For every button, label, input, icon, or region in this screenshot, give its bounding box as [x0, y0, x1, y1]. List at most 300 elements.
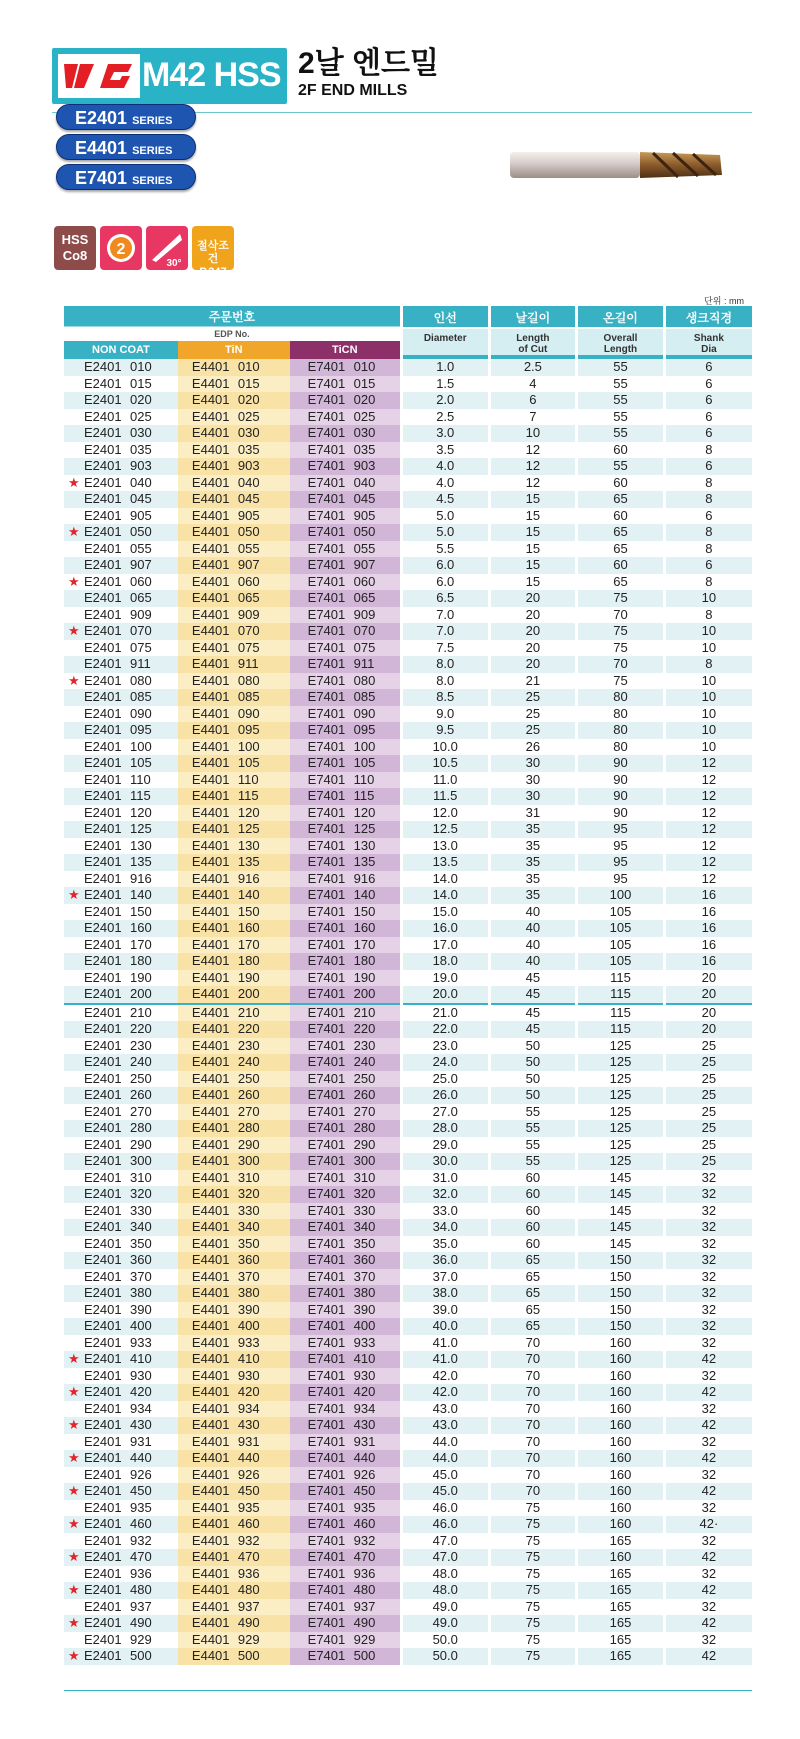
- ticn-prefix: E7401: [307, 1565, 346, 1581]
- length-of-cut-cell: 60: [489, 1186, 577, 1203]
- table-row: [64, 541, 752, 558]
- diameter-cell: 19.0: [401, 970, 489, 987]
- noncoat-prefix: E2401: [84, 557, 122, 572]
- noncoat-prefix: E2401: [84, 1417, 122, 1432]
- size-code: 490: [237, 1615, 260, 1630]
- noncoat-cell: [64, 541, 178, 558]
- tin-cell: [178, 557, 290, 574]
- ticn-cell: [290, 1648, 402, 1665]
- tin-header: TiN: [178, 341, 290, 359]
- ticn-prefix: E7401: [307, 1450, 346, 1465]
- diameter-cell: 46.0: [401, 1500, 489, 1517]
- size-code: 330: [353, 1202, 376, 1218]
- noncoat-prefix: E2401: [84, 1615, 122, 1630]
- noncoat-cell: [64, 1252, 178, 1269]
- ticn-prefix: E7401: [307, 1532, 346, 1548]
- edp-header: EDP No.: [64, 327, 401, 342]
- shank-dia-cell: 32: [664, 1302, 752, 1319]
- tin-cell: [178, 739, 290, 756]
- ticn-prefix: E7401: [307, 969, 346, 985]
- size-code: 930: [353, 1367, 376, 1383]
- ticn-cell: [290, 1285, 402, 1302]
- noncoat-prefix: E2401: [84, 903, 122, 919]
- size-code: 080: [130, 672, 152, 688]
- shank-dia-cell: 8: [664, 541, 752, 558]
- ticn-cell: [290, 1252, 402, 1269]
- overall-length-cell: 90: [577, 788, 665, 805]
- shank-dia-cell: 25: [664, 1137, 752, 1154]
- length-of-cut-cell: 20: [489, 623, 577, 640]
- overall-length-cell: 145: [577, 1236, 665, 1253]
- size-code: 140: [353, 887, 376, 902]
- size-code: 450: [353, 1483, 376, 1498]
- length-of-cut-cell: 50: [489, 1071, 577, 1088]
- overall-length-cell: 165: [577, 1632, 665, 1649]
- shank-dia-cell: 10: [664, 722, 752, 739]
- size-code: 020: [353, 392, 376, 407]
- size-code: 370: [353, 1268, 376, 1284]
- ticn-prefix: E7401: [307, 903, 346, 919]
- size-code: 320: [237, 1186, 260, 1201]
- length-of-cut-cell: 35: [489, 887, 577, 904]
- size-code: 500: [130, 1648, 152, 1663]
- size-code: 095: [353, 722, 376, 737]
- ticn-prefix: E7401: [307, 755, 346, 770]
- ticn-prefix: E7401: [307, 375, 346, 391]
- ticn-cell: [290, 1549, 402, 1566]
- overall-length-cell: 165: [577, 1533, 665, 1550]
- shank-dia-cell: 16: [664, 953, 752, 970]
- noncoat-prefix: E2401: [84, 689, 122, 704]
- overall-length-cell: 125: [577, 1137, 665, 1154]
- length-of-cut-cell: 75: [489, 1648, 577, 1665]
- star-icon: ★: [68, 672, 80, 688]
- tin-prefix: E4401: [191, 1450, 230, 1465]
- noncoat-cell: [64, 772, 178, 789]
- table-row: [64, 1434, 752, 1451]
- tin-prefix: E4401: [191, 936, 230, 952]
- length-of-cut-cell: 70: [489, 1483, 577, 1500]
- length-of-cut-cell: 45: [489, 1021, 577, 1038]
- tin-cell: [178, 524, 290, 541]
- table-row: [64, 475, 752, 492]
- table-row: [64, 920, 752, 937]
- shank-dia-cell: 42: [664, 1417, 752, 1434]
- star-icon: ★: [68, 1417, 80, 1432]
- noncoat-cell: [64, 1401, 178, 1418]
- noncoat-cell: [64, 1054, 178, 1071]
- noncoat-cell: [64, 739, 178, 756]
- tin-prefix: E4401: [191, 705, 230, 721]
- ticn-cell: [290, 656, 402, 673]
- ticn-prefix: E7401: [307, 441, 346, 457]
- diameter-cell: 50.0: [401, 1632, 489, 1649]
- ticn-prefix: E7401: [307, 1252, 346, 1267]
- ticn-cell: [290, 475, 402, 492]
- size-code: 480: [353, 1582, 376, 1597]
- diameter-cell: 7.0: [401, 623, 489, 640]
- noncoat-cell: [64, 854, 178, 871]
- overall-length-cell: 160: [577, 1500, 665, 1517]
- size-code: 460: [130, 1516, 152, 1531]
- size-code: 050: [237, 524, 260, 539]
- diameter-cell: 22.0: [401, 1021, 489, 1038]
- size-code: 280: [237, 1120, 260, 1135]
- ticn-cell: [290, 409, 402, 426]
- size-code: 075: [130, 639, 152, 655]
- tin-prefix: E4401: [191, 1532, 230, 1548]
- tin-prefix: E4401: [191, 689, 230, 704]
- tin-prefix: E4401: [191, 1219, 230, 1234]
- shank-dia-cell: 32: [664, 1632, 752, 1649]
- noncoat-cell: [64, 821, 178, 838]
- size-code: 040: [237, 474, 260, 490]
- shank-dia-cell: 10: [664, 623, 752, 640]
- table-row: [64, 1021, 752, 1038]
- tin-prefix: E4401: [191, 788, 230, 803]
- tin-prefix: E4401: [191, 722, 230, 737]
- overall-length-cell: 165: [577, 1582, 665, 1599]
- noncoat-cell: [64, 607, 178, 624]
- tin-prefix: E4401: [191, 425, 230, 440]
- size-code: 150: [353, 903, 376, 919]
- ticn-cell: [290, 821, 402, 838]
- overall-length-cell: 70: [577, 607, 665, 624]
- star-icon: ★: [68, 623, 80, 638]
- ticn-prefix: E7401: [307, 705, 346, 721]
- noncoat-cell: [64, 805, 178, 822]
- size-code: 907: [353, 557, 376, 572]
- tin-cell: [178, 1467, 290, 1484]
- overall-length-cell: 75: [577, 590, 665, 607]
- diameter-cell: 31.0: [401, 1170, 489, 1187]
- tin-prefix: E4401: [191, 1334, 230, 1350]
- ticn-cell: [290, 1351, 402, 1368]
- tin-prefix: E4401: [191, 755, 230, 770]
- overall-length-cell: 165: [577, 1648, 665, 1665]
- ticn-prefix: E7401: [307, 672, 346, 688]
- noncoat-prefix: E2401: [84, 1367, 122, 1383]
- size-code: 125: [353, 821, 376, 836]
- size-code: 070: [237, 623, 260, 638]
- noncoat-cell: [64, 1219, 178, 1236]
- shank-dia-cell: 12: [664, 871, 752, 888]
- star-icon: ★: [68, 1351, 80, 1366]
- tin-cell: [178, 821, 290, 838]
- tin-prefix: E4401: [191, 1054, 230, 1069]
- table-row: [64, 1236, 752, 1253]
- tin-prefix: E4401: [191, 1301, 230, 1317]
- size-code: 250: [237, 1070, 260, 1086]
- shank-dia-cell: 6: [664, 425, 752, 442]
- size-code: 170: [237, 936, 260, 952]
- table-row: [64, 1401, 752, 1418]
- length-of-cut-cell: 70: [489, 1467, 577, 1484]
- size-code: 330: [130, 1202, 152, 1218]
- ticn-prefix: E7401: [307, 1268, 346, 1284]
- table-row: [64, 1203, 752, 1220]
- noncoat-prefix: E2401: [84, 1433, 122, 1449]
- noncoat-prefix: E2401: [84, 425, 122, 440]
- length-of-cut-cell: 60: [489, 1170, 577, 1187]
- table-row: [64, 1153, 752, 1170]
- overall-length-cell: 160: [577, 1549, 665, 1566]
- size-code: 210: [353, 1004, 376, 1020]
- overall-length-cell: 80: [577, 739, 665, 756]
- size-code: 055: [237, 540, 260, 556]
- overall-length-cell: 125: [577, 1038, 665, 1055]
- tin-prefix: E4401: [191, 837, 230, 853]
- overall-length-cell: 125: [577, 1153, 665, 1170]
- tin-prefix: E4401: [191, 1136, 230, 1152]
- diameter-cell: 36.0: [401, 1252, 489, 1269]
- overall-length-cell: 80: [577, 722, 665, 739]
- ticn-prefix: E7401: [307, 1301, 346, 1317]
- size-code: 300: [130, 1153, 152, 1168]
- table-row: [64, 871, 752, 888]
- length-of-cut-cell: 70: [489, 1434, 577, 1451]
- ticn-cell: [290, 1599, 402, 1616]
- tin-cell: [178, 673, 290, 690]
- size-code: 230: [353, 1037, 376, 1053]
- tin-cell: [178, 656, 290, 673]
- overall-length-cell: 150: [577, 1269, 665, 1286]
- table-row: [64, 409, 752, 426]
- tin-cell: [178, 475, 290, 492]
- size-code: 905: [237, 507, 260, 523]
- size-code: 360: [353, 1252, 376, 1267]
- overall-length-cell: 55: [577, 376, 665, 393]
- shank-dia-cell: 25: [664, 1038, 752, 1055]
- size-code: 933: [353, 1334, 376, 1350]
- star-icon: ★: [68, 1483, 80, 1498]
- noncoat-prefix: E2401: [84, 1565, 122, 1581]
- ticn-prefix: E7401: [307, 1235, 346, 1251]
- noncoat-prefix: E2401: [84, 837, 122, 853]
- diameter-cell: 32.0: [401, 1186, 489, 1203]
- table-row: [64, 1566, 752, 1583]
- shank-dia-cell: 42: [664, 1384, 752, 1401]
- size-code: 070: [353, 623, 376, 638]
- size-code: 310: [130, 1169, 152, 1185]
- diameter-cell: 7.0: [401, 607, 489, 624]
- size-code: 480: [237, 1582, 260, 1597]
- ticn-prefix: E7401: [307, 1631, 346, 1647]
- size-code: 400: [237, 1318, 260, 1333]
- ticn-prefix: E7401: [307, 507, 346, 523]
- diameter-cell: 6.0: [401, 557, 489, 574]
- diameter-cell: 47.0: [401, 1533, 489, 1550]
- size-code: 135: [130, 854, 152, 869]
- size-code: 929: [353, 1631, 376, 1647]
- length-of-cut-cell: 65: [489, 1269, 577, 1286]
- size-code: 390: [353, 1301, 376, 1317]
- tin-cell: [178, 1153, 290, 1170]
- series-badge-e2401: E2401 SERIES: [56, 104, 196, 130]
- size-code: 045: [353, 491, 376, 506]
- tin-prefix: E4401: [191, 804, 230, 820]
- diameter-cell: 28.0: [401, 1120, 489, 1137]
- table-row: [64, 1054, 752, 1071]
- noncoat-prefix: E2401: [84, 623, 122, 638]
- size-code: 230: [130, 1037, 152, 1053]
- size-code: 933: [237, 1334, 260, 1350]
- size-code: 905: [353, 507, 376, 523]
- overall-length-cell: 105: [577, 904, 665, 921]
- yg-logo: [58, 54, 140, 98]
- overall-length-cell: 145: [577, 1219, 665, 1236]
- overall-length-cell: 60: [577, 442, 665, 459]
- tin-cell: [178, 376, 290, 393]
- tin-cell: [178, 854, 290, 871]
- ticn-prefix: E7401: [307, 458, 346, 473]
- shank-dia-cell: 25: [664, 1054, 752, 1071]
- ticn-prefix: E7401: [307, 920, 346, 935]
- overall-length-cell: 160: [577, 1467, 665, 1484]
- star-icon: ★: [68, 1516, 80, 1531]
- tin-cell: [178, 1500, 290, 1517]
- ticn-prefix: E7401: [307, 837, 346, 853]
- size-code: 905: [130, 507, 152, 523]
- table-row: [64, 1170, 752, 1187]
- tin-cell: [178, 458, 290, 475]
- length-of-cut-cell: 35: [489, 871, 577, 888]
- tin-prefix: E4401: [191, 1268, 230, 1284]
- size-code: 080: [353, 672, 376, 688]
- shank-dia-cell: 12: [664, 821, 752, 838]
- ticn-cell: [290, 953, 402, 970]
- noncoat-prefix: E2401: [84, 1219, 122, 1234]
- noncoat-cell: [64, 1038, 178, 1055]
- noncoat-prefix: E2401: [84, 804, 122, 820]
- length-of-cut-cell: 20: [489, 656, 577, 673]
- size-code: 090: [353, 705, 376, 721]
- ticn-prefix: E7401: [307, 936, 346, 952]
- noncoat-prefix: E2401: [84, 1549, 122, 1564]
- table-row: [64, 458, 752, 475]
- cutting-conditions-badge: 절삭조건 P.247: [192, 226, 234, 270]
- noncoat-cell: [64, 904, 178, 921]
- tin-prefix: E4401: [191, 953, 230, 968]
- size-code: 350: [130, 1235, 152, 1251]
- size-code: 105: [237, 755, 260, 770]
- shank-dia-cell: 20: [664, 1021, 752, 1038]
- ticn-cell: [290, 1566, 402, 1583]
- length-of-cut-cell: 75: [489, 1599, 577, 1616]
- noncoat-cell: [64, 1203, 178, 1220]
- table-row: [64, 1269, 752, 1286]
- length-of-cut-cell: 70: [489, 1450, 577, 1467]
- length-of-cut-cell: 60: [489, 1203, 577, 1220]
- tin-cell: [178, 986, 290, 1004]
- title-korean: 2날 엔드밀: [298, 47, 439, 80]
- shank-dia-cell: 32: [664, 1269, 752, 1286]
- noncoat-prefix: E2401: [84, 1318, 122, 1333]
- ticn-prefix: E7401: [307, 1367, 346, 1383]
- overall-length-cell: 160: [577, 1483, 665, 1500]
- overall-length-cell: 125: [577, 1071, 665, 1088]
- size-code: 380: [130, 1285, 152, 1300]
- length-of-cut-cell: 25: [489, 706, 577, 723]
- title-banner: [52, 48, 287, 104]
- ticn-prefix: E7401: [307, 557, 346, 572]
- size-code: 115: [130, 788, 151, 803]
- tin-cell: [178, 1549, 290, 1566]
- noncoat-cell: [64, 706, 178, 723]
- tin-prefix: E4401: [191, 1037, 230, 1053]
- length-of-cut-cell: 21: [489, 673, 577, 690]
- size-code: 340: [237, 1219, 260, 1234]
- ticn-cell: [290, 673, 402, 690]
- diameter-cell: 45.0: [401, 1467, 489, 1484]
- shank-dia-cell: 16: [664, 904, 752, 921]
- noncoat-prefix: E2401: [84, 1169, 122, 1185]
- size-code: 030: [353, 425, 376, 440]
- noncoat-cell: [64, 359, 178, 376]
- ticn-cell: [290, 1318, 402, 1335]
- tin-cell: [178, 1087, 290, 1104]
- overall-length-cell: 95: [577, 854, 665, 871]
- size-code: 090: [130, 705, 152, 721]
- noncoat-cell: [64, 1566, 178, 1583]
- noncoat-prefix: E2401: [84, 590, 122, 605]
- star-icon: ★: [68, 1582, 80, 1597]
- noncoat-prefix: E2401: [84, 1103, 122, 1119]
- shank-dia-cell: 25: [664, 1071, 752, 1088]
- length-of-cut-cell: 60: [489, 1219, 577, 1236]
- noncoat-cell: [64, 937, 178, 954]
- tin-cell: [178, 1401, 290, 1418]
- hss-co8-badge: HSS Co8: [54, 226, 96, 270]
- helix-angle: 30°: [166, 258, 182, 269]
- size-code: 190: [353, 969, 376, 985]
- noncoat-prefix: E2401: [84, 491, 122, 506]
- noncoat-cell: [64, 1186, 178, 1203]
- length-of-cut-cell: 75: [489, 1533, 577, 1550]
- table-row: [64, 673, 752, 690]
- tin-cell: [178, 1203, 290, 1220]
- two-flute-icon: [100, 226, 142, 270]
- overall-length-cell: 160: [577, 1351, 665, 1368]
- table-row: [64, 1038, 752, 1055]
- noncoat-cell: [64, 458, 178, 475]
- ticn-cell: [290, 1186, 402, 1203]
- tin-cell: [178, 689, 290, 706]
- size-code: 410: [237, 1351, 260, 1366]
- size-code: 010: [353, 359, 376, 374]
- ticn-prefix: E7401: [307, 804, 346, 820]
- diameter-cell: 3.5: [401, 442, 489, 459]
- size-code: 200: [130, 986, 152, 1001]
- size-code: 909: [237, 606, 260, 622]
- size-code: 931: [353, 1433, 376, 1449]
- ticn-prefix: E7401: [307, 1615, 346, 1630]
- ticn-cell: [290, 904, 402, 921]
- noncoat-cell: [64, 557, 178, 574]
- length-of-cut-cell: 7: [489, 409, 577, 426]
- size-code: 430: [130, 1417, 152, 1432]
- overall-length-header: 온길이 Overall Length: [577, 306, 665, 359]
- noncoat-cell: [64, 755, 178, 772]
- size-code: 250: [130, 1070, 152, 1086]
- ticn-cell: [290, 1120, 402, 1137]
- noncoat-cell: [64, 920, 178, 937]
- ticn-prefix: E7401: [307, 1334, 346, 1350]
- length-of-cut-cell: 45: [489, 1004, 577, 1022]
- ticn-prefix: E7401: [307, 1120, 346, 1135]
- tin-prefix: E4401: [191, 524, 230, 539]
- tin-cell: [178, 1599, 290, 1616]
